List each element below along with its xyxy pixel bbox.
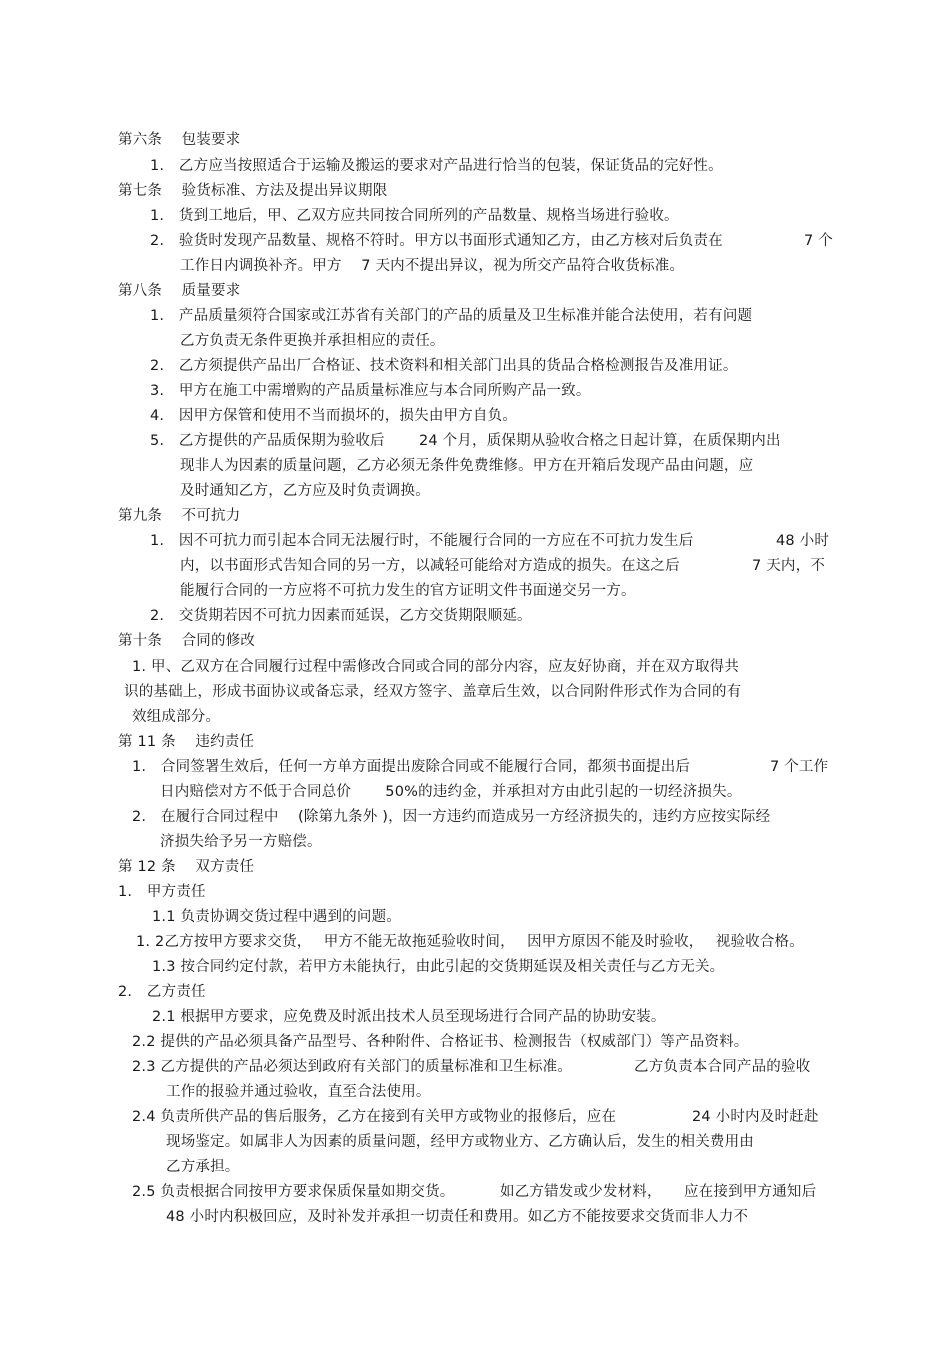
text-line: 4. 因甲方保管和使用不当而损坏的，损失由甲方自负。: [150, 408, 518, 424]
text-line: 乙方负责无条件更换并承担相应的责任。: [180, 333, 445, 349]
text-line: 2.4 负责所供产品的售后服务，乙方在接到有关甲方或物业的报修后，应在: [132, 1109, 617, 1125]
text-line: 48 小时: [776, 533, 830, 549]
text-line: 2.1 根据甲方要求，应免费及时派出技术人员至现场进行合同产品的协助安装。: [152, 1009, 666, 1025]
text-line: 1. 乙方应当按照适合于运输及搬运的要求对产品进行恰当的包装，保证货品的完好性。: [150, 158, 723, 174]
text-line: 2. 乙方责任: [118, 984, 206, 1000]
text-line: 现场鉴定。如属非人为因素的质量问题，经甲方或物业方、乙方确认后，发生的相关费用由: [166, 1134, 754, 1150]
text-line: 1. 合同签署生效后，任何一方单方面提出废除合同或不能履行合同，都须书面提出后: [132, 759, 691, 775]
text-line: 2.2 提供的产品必须具备产品型号、各种附件、合格证书、检测报告（权威部门）等产品资料。: [132, 1034, 749, 1050]
section-12-heading: 第 12 条 双方责任: [118, 859, 255, 875]
text-line: 2. 验货时发现产品数量、规格不符时。甲方以书面形式通知乙方，由乙方核对后负责在: [150, 233, 723, 249]
section-7-heading: 第七条 验货标准、方法及提出异议期限: [118, 183, 388, 199]
text-line: 1. 货到工地后，甲、乙双方应共同按合同所列的产品数量、规格当场进行验收。: [150, 208, 679, 224]
text-line: 1. 产品质量须符合国家或江苏省有关部门的产品的质量及卫生标准并能合法使用，若有问题: [150, 308, 753, 324]
text-line: 1.3 按合同约定付款，若甲方未能执行，由此引起的交货期延误及相关责任与乙方无关。: [152, 959, 725, 975]
text-line: 1. 甲方责任: [118, 884, 206, 900]
text-line: 济损失给予另一方赔偿。: [160, 834, 322, 850]
text-line: 2. 乙方须提供产品出厂合格证、技术资料和相关部门出具的货品合格检测报告及准用证。: [150, 358, 738, 374]
text-line: 7 个工作: [770, 759, 829, 775]
text-line: 3. 甲方在施工中需增购的产品质量标准应与本合同所购产品一致。: [150, 383, 591, 399]
text-line: 内，以书面形式告知合同的另一方，以减轻可能给对方造成的损失。在这之后: [180, 558, 680, 574]
text-line: 24 小时内及时赶赴: [692, 1109, 819, 1125]
section-9-heading: 第九条 不可抗力: [118, 508, 241, 524]
text-line: 1.1 负责协调交货过程中遇到的问题。: [152, 909, 401, 925]
text-line: 识的基础上，形成书面协议或备忘录，经双方签字、盖章后生效，以合同附件形式作为合同的有: [124, 684, 742, 700]
section-11-heading: 第 11 条 违约责任: [118, 734, 255, 750]
text-line: 2.5 负责根据合同按甲方要求保质保量如期交货。: [132, 1184, 455, 1200]
text-line: 如乙方错发或少发材料，: [500, 1184, 662, 1200]
text-line: 应在接到甲方通知后: [684, 1184, 817, 1200]
text-line: 2. 交货期若因不可抗力因素而延误，乙方交货期限顺延。: [150, 608, 532, 624]
text-line: 工作的报验并通过验收，直至合法使用。: [166, 1084, 431, 1100]
text-line: 1. 2乙方按甲方要求交货， 甲方不能无故拖延验收时间， 因甲方原因不能及时验收， 视验收合格。: [136, 934, 804, 950]
text-line: 7 个: [804, 233, 833, 249]
text-line: 48 小时内积极回应，及时补发并承担一切责任和费用。如乙方不能按要求交货而非人力不: [166, 1209, 749, 1225]
text-line: 1. 因不可抗力而引起本合同无法履行时，不能履行合同的一方应在不可抗力发生后: [150, 533, 694, 549]
text-line: 7 天内，不: [752, 558, 826, 574]
text-line: 1. 甲、乙双方在合同履行过程中需修改合同或合同的部分内容，应友好协商，并在双方取得共: [132, 659, 740, 675]
text-line: 2.3 乙方提供的产品必须达到政府有关部门的质量标准和卫生标准。: [132, 1059, 573, 1075]
text-line: 及时通知乙方，乙方应及时负责调换。: [180, 483, 430, 499]
section-10-heading: 第十条 合同的修改: [118, 633, 256, 649]
text-line: 乙方承担。: [166, 1159, 240, 1175]
section-6-heading: 第六条 包装要求: [118, 132, 241, 148]
text-line: 2. 在履行合同过程中 (除第九条外 )，因一方违约而造成另一方经济损失的，违约方应按实际经: [132, 809, 771, 825]
text-line: 乙方负责本合同产品的验收: [634, 1059, 811, 1075]
section-8-heading: 第八条 质量要求: [118, 283, 241, 299]
text-line: 能履行合同的一方应将不可抗力发生的官方证明文件书面递交另一方。: [180, 583, 636, 599]
text-line: 工作日内调换补齐。甲方 7 天内不提出异议，视为所交产品符合收货标准。: [180, 258, 685, 274]
text-line: 效组成部分。: [132, 709, 221, 725]
text-line: 日内赔偿对方不低于合同总价 50%的违约金，并承担对方由此引起的一切经济损失。: [160, 784, 742, 800]
text-line: 现非人为因素的质量问题，乙方必须无条件免费维修。甲方在开箱后发现产品由问题，应: [180, 458, 754, 474]
text-line: 5. 乙方提供的产品质保期为验收后 24 个月，质保期从验收合格之日起计算，在质保期内出: [150, 433, 781, 449]
